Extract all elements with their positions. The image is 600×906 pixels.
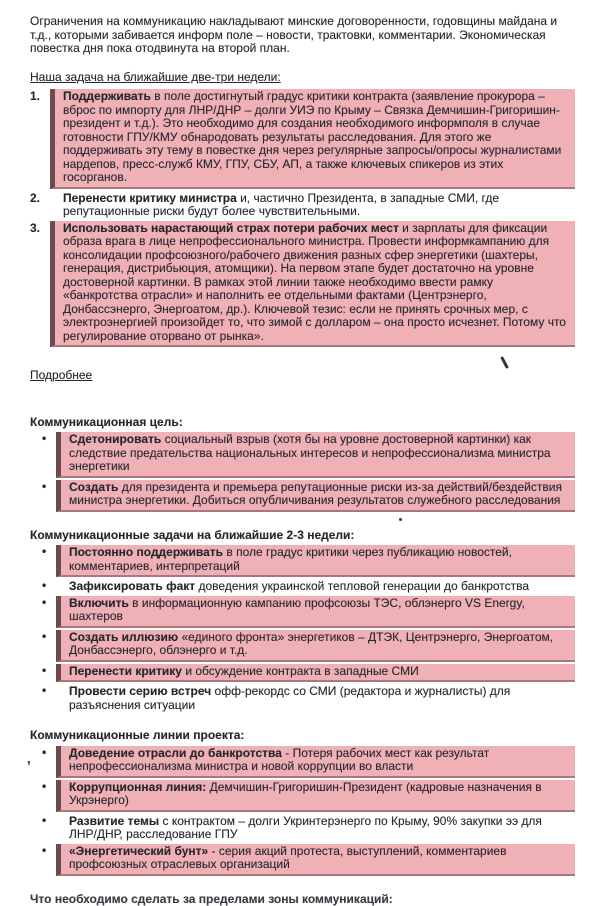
bullet-list: [30, 432, 575, 514]
bullet-marker: •: [42, 844, 56, 878]
bullet-text: Провести серию встреч офф-рекордс со СМИ (редактора и журналисты) для разъяснения ситуации: [56, 684, 575, 714]
bullet-text: Постоянно поддерживать в поле градус критики через публикацию новостей, комментариев, интерпретаций: [56, 545, 575, 577]
bold-lead: Доведение отрасли до банкротства: [69, 746, 282, 760]
more-link: Подробнее: [30, 369, 92, 383]
bullet-text: Создать для президента и премьера репутационные риски из-за действий/бездействия министра энергетики. Добиться опубличивания результатов служебного расследования: [56, 480, 575, 512]
bullet-marker: •: [42, 684, 56, 714]
bullet-text: Создать иллюзию «единого фронта» энергетиков – ДТЭК, Центрэнерго, Энергоатом, Донбассэнерго, облэнерго и т.д.: [56, 630, 575, 662]
bullet-item: [30, 664, 575, 685]
item-number: 2.: [30, 191, 50, 221]
task-text: Использовать нарастающий страх потери рабочих мест и зарплаты для фиксации образа врага в лице непрофессионального министра. Провести информкампанию для консолидации профсоюзного/рабочего движения разных сфер энергетики (шахтеры, генерация, дистрибьюция, атомщики). На первом этапе будет достаточно на уровне достоверной картинки. В рамках этой линии также необходимо ввести рамку «банкротства отрасли» и наполнить ее отдельными фактами (Центрэнерго, Донбассэнерго, Энергоатом, др.). Ключевой тезис: если не принять срочных мер, с электроэнергией произойдет то, что зимой с долларом – она просто исчезнет. Потому что регулирование оторвано от рынка».: [50, 221, 575, 348]
bullet-list: [30, 746, 575, 878]
section-heading: Коммуникационные линии проекта:: [30, 729, 575, 743]
bullet-marker: •: [42, 480, 56, 514]
bold-lead: Коррупционная линия:: [69, 780, 206, 794]
tasks-heading: Наша задача на ближайшие две-три недели:: [30, 71, 575, 85]
bold-lead: Сдетонировать: [69, 432, 161, 446]
bullet-item: [30, 432, 575, 480]
bold-lead: Зафиксировать факт: [69, 579, 195, 593]
bullet-marker: •: [42, 780, 56, 814]
bullet-item: [30, 545, 575, 579]
sections-container: [30, 416, 575, 878]
bullet-text: Перенести критику и обсуждение контракта в западные СМИ: [56, 664, 575, 683]
pen-mark-comma: ,: [27, 752, 31, 766]
bullet-text: Развитие темы с контрактом – долги Укринтерэнерго по Крыму, 90% закупки ээ для ЛНР/ДНР, расследование ГПУ: [56, 814, 575, 844]
task-text: Поддерживать в поле достигнутый градус критики контракта (заявление прокурора – вброс по импорту для ЛНР/ДНР – долги УИЭ по Крыму – Связка Демчишин-Григоришин-президент и т.д.). Это необходимо для создания необходимого информполя в случае готовности ГПУ/КМУ обнародовать результаты расследования. Для этого же поддерживать эту тему в повестке дня через регулярные запросы/опросы журналистами нардепов, пресс-служб КМУ, ГПУ, СБУ, АП, а также ключевых спикеров из этих госорганов.: [50, 89, 575, 189]
numbered-task: [30, 191, 575, 221]
bold-lead: Поддерживать: [63, 89, 151, 103]
bullet-marker: •: [42, 814, 56, 844]
bullet-item: [30, 684, 575, 714]
bold-lead: Перенести критику: [69, 664, 182, 678]
bullet-item: [30, 579, 575, 596]
bullet-item: [30, 596, 575, 630]
item-number: 1.: [30, 89, 50, 191]
numbered-task: [30, 221, 575, 350]
bullet-item: [30, 814, 575, 844]
section-heading: Коммуникационные задачи на ближайшие 2-3 недели:: [30, 529, 575, 543]
bullet-text: Доведение отрасли до банкротства - Потеря рабочих мест как результат непрофессионализма министра и новой коррупции во власти: [56, 746, 575, 778]
bold-lead: Создать иллюзию: [69, 630, 178, 644]
bullet-text: Коррупционная линия: Демчишин-Григоришин-Президент (кадровые назначения в Укрэнерго): [56, 780, 575, 812]
section-heading: Коммуникационная цель:: [30, 416, 575, 430]
footer-heading: Что необходимо сделать за пределами зоны коммуникаций:: [30, 893, 575, 906]
bullet-text: Сдетонировать социальный взрыв (хотя бы на уровне достоверной картинки) как следствие предательства национальных интересов и непрофессионализма министра энергетики: [56, 432, 575, 478]
bullet-item: [30, 780, 575, 814]
bullet-text: Зафиксировать факт доведения украинской тепловой генерации до банкротства: [56, 579, 575, 596]
bullet-marker: •: [42, 596, 56, 630]
bullet-item: [30, 746, 575, 780]
bullet-marker: •: [42, 579, 56, 596]
bold-lead: «Энергетический бунт»: [69, 844, 208, 858]
item-number: 3.: [30, 221, 50, 350]
bullet-marker: •: [42, 432, 56, 480]
bullet-text: «Энергетический бунт» - серия акций протеста, выступлений, комментариев профсоюзных отраслевых организаций: [56, 844, 575, 876]
bold-lead: Провести серию встреч: [69, 684, 211, 698]
bold-lead: Перенести критику министра: [63, 191, 237, 205]
pen-mark-dot: [399, 518, 402, 521]
bold-lead: Включить: [69, 596, 129, 610]
task-text: Перенести критику министра и, частично Президента, в западные СМИ, где репутационные риски будут более чувствительными.: [50, 191, 575, 221]
bullet-marker: •: [42, 746, 56, 780]
numbered-task: [30, 89, 575, 191]
bold-lead: Развитие темы: [69, 814, 159, 828]
bullet-text: Включить в информационную кампанию профсоюзы ТЭС, облэнерго VS Energy, шахтеров: [56, 596, 575, 628]
bullet-list: [30, 545, 575, 714]
bold-lead: Использовать нарастающий страх потери рабочих мест: [63, 221, 399, 235]
bullet-item: [30, 480, 575, 514]
bullet-marker: •: [42, 630, 56, 664]
bullet-marker: •: [42, 545, 56, 579]
bullet-item: [30, 630, 575, 664]
bullet-item: [30, 844, 575, 878]
numbered-task-list: [30, 89, 575, 349]
bold-lead: Постоянно поддерживать: [69, 545, 223, 559]
bold-lead: Создать: [69, 480, 118, 494]
bullet-marker: •: [42, 664, 56, 685]
intro-paragraph: Ограничения на коммуникацию накладывают минские договоренности, годовщины майдана и т.д., которыми забивается информ поле – новости, трактовки, комментарии. Экономическая повестка дня пока отодвинута на второй план.: [30, 15, 575, 56]
